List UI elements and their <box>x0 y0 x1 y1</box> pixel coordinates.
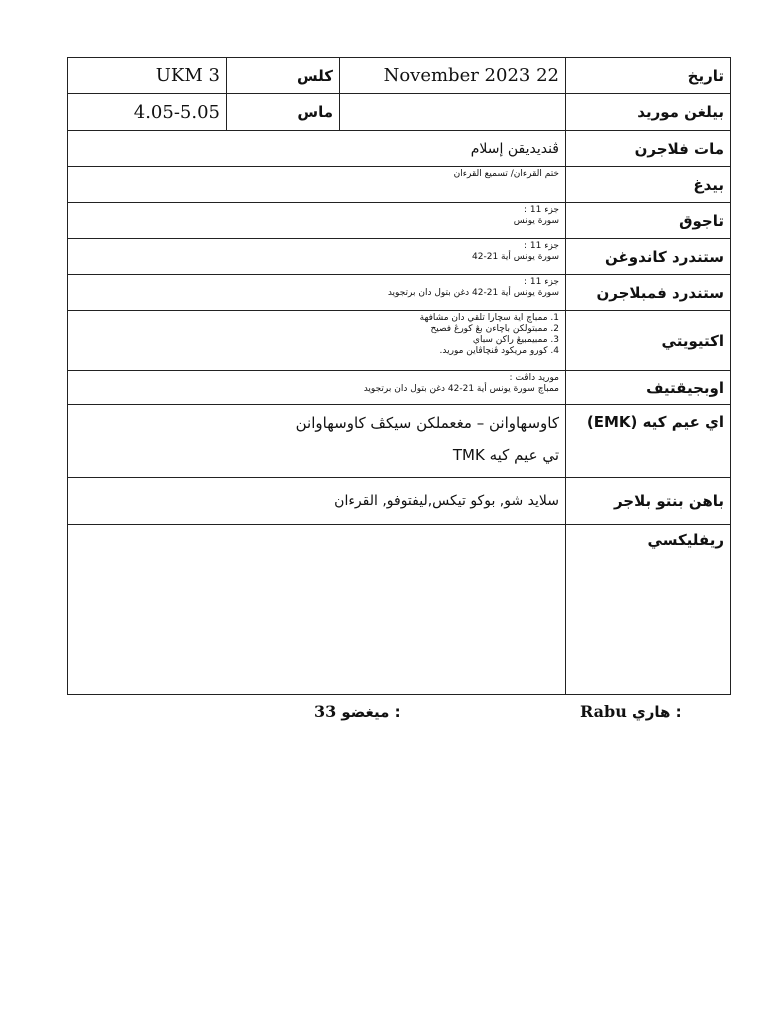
time-label: ماس <box>227 94 340 131</box>
content-standard-line-2: سورة يونس أية 21-42 <box>472 252 559 262</box>
activity-item: 3. ممبيمبيڠ راكن سباي <box>472 335 559 345</box>
lesson-plan-table <box>67 57 731 695</box>
topic-label: تاجوق <box>566 203 731 239</box>
emk-value <box>68 405 566 478</box>
reflection-value <box>68 525 566 695</box>
emk-label: اي عيم كيه (EMK) <box>566 405 731 478</box>
emk-line-2: تي عيم كيه TMK <box>452 446 559 464</box>
learning-standard-line-1: جزء 11 : <box>524 277 559 287</box>
footer-week <box>314 702 401 721</box>
teaching-aids-value: سلايد شو, بوكو تيكس,ليفتوفو, القرءان <box>68 478 566 525</box>
row-activities <box>68 311 731 371</box>
objectives-value <box>68 371 566 405</box>
day-label: هاري : <box>631 703 682 721</box>
students-value <box>340 94 566 131</box>
row-field <box>68 167 731 203</box>
class-label: كلس <box>227 58 340 94</box>
date-value: November 2023 22 <box>340 58 566 94</box>
reflection-label: ريفليكسي <box>566 525 731 695</box>
activity-item: 4. كورو مريكود ڤنچاڤاين موريد. <box>439 346 559 356</box>
date-label: تاريخ <box>566 58 731 94</box>
content-standard-label: ستندرد كاندوغن <box>566 239 731 275</box>
row-content-standard <box>68 239 731 275</box>
learning-standard-line-2: سورة يونس أية 21-42 دغن بتول دان برتجويد <box>387 288 559 298</box>
topic-line-2: سورة يونس <box>513 216 559 226</box>
time-value: 4.05-5.05 <box>68 94 227 131</box>
week-label: ميغضو : <box>341 703 401 721</box>
row-subject <box>68 131 731 167</box>
row-reflection <box>68 525 731 695</box>
content-standard-line-1: جزء 11 : <box>524 241 559 251</box>
row-emk <box>68 405 731 478</box>
emk-line-1: كاوسهاوانن – مغعملكن سيكڤ كاوسهاوانن <box>295 414 559 432</box>
subject-label: مات فلاجرن <box>566 131 731 167</box>
topic-value <box>68 203 566 239</box>
row-students-time <box>68 94 731 131</box>
row-teaching-aids <box>68 478 731 525</box>
footer-day <box>580 702 682 721</box>
activities-label: اكتيويتي <box>566 311 731 371</box>
topic-line-1: جزء 11 : <box>524 205 559 215</box>
row-objectives <box>68 371 731 405</box>
activity-item: 2. ممبتولكن باچاءن بڠ كورڠ فصيح <box>430 324 559 334</box>
activities-value <box>68 311 566 371</box>
teaching-aids-label: باهن بنتو بلاجر <box>566 478 731 525</box>
field-label: بيدغ <box>566 167 731 203</box>
content-standard-value <box>68 239 566 275</box>
objectives-line-1: موريد داڤت : <box>509 373 559 383</box>
students-label: بيلغن موريد <box>566 94 731 131</box>
objectives-line-2: ممباچ سورة يونس أية 21-42 دغن بتول دان برتجويد <box>363 384 559 394</box>
row-learning-standard <box>68 275 731 311</box>
row-topic <box>68 203 731 239</box>
subject-value: ڤنديديقن إسلام <box>68 131 566 167</box>
week-value: 33 <box>314 702 337 721</box>
objectives-label: اوبجيقتيف <box>566 371 731 405</box>
field-value: ختم القرءان/ تسميع القرءان <box>68 167 566 203</box>
class-value: UKM 3 <box>68 58 227 94</box>
activity-item: 1. ممباچ اية سچارا تلقي دان مشافهة <box>419 313 559 323</box>
day-value: Rabu <box>580 702 627 721</box>
learning-standard-label: ستندرد فمبلاجرن <box>566 275 731 311</box>
row-date-class <box>68 58 731 94</box>
learning-standard-value <box>68 275 566 311</box>
